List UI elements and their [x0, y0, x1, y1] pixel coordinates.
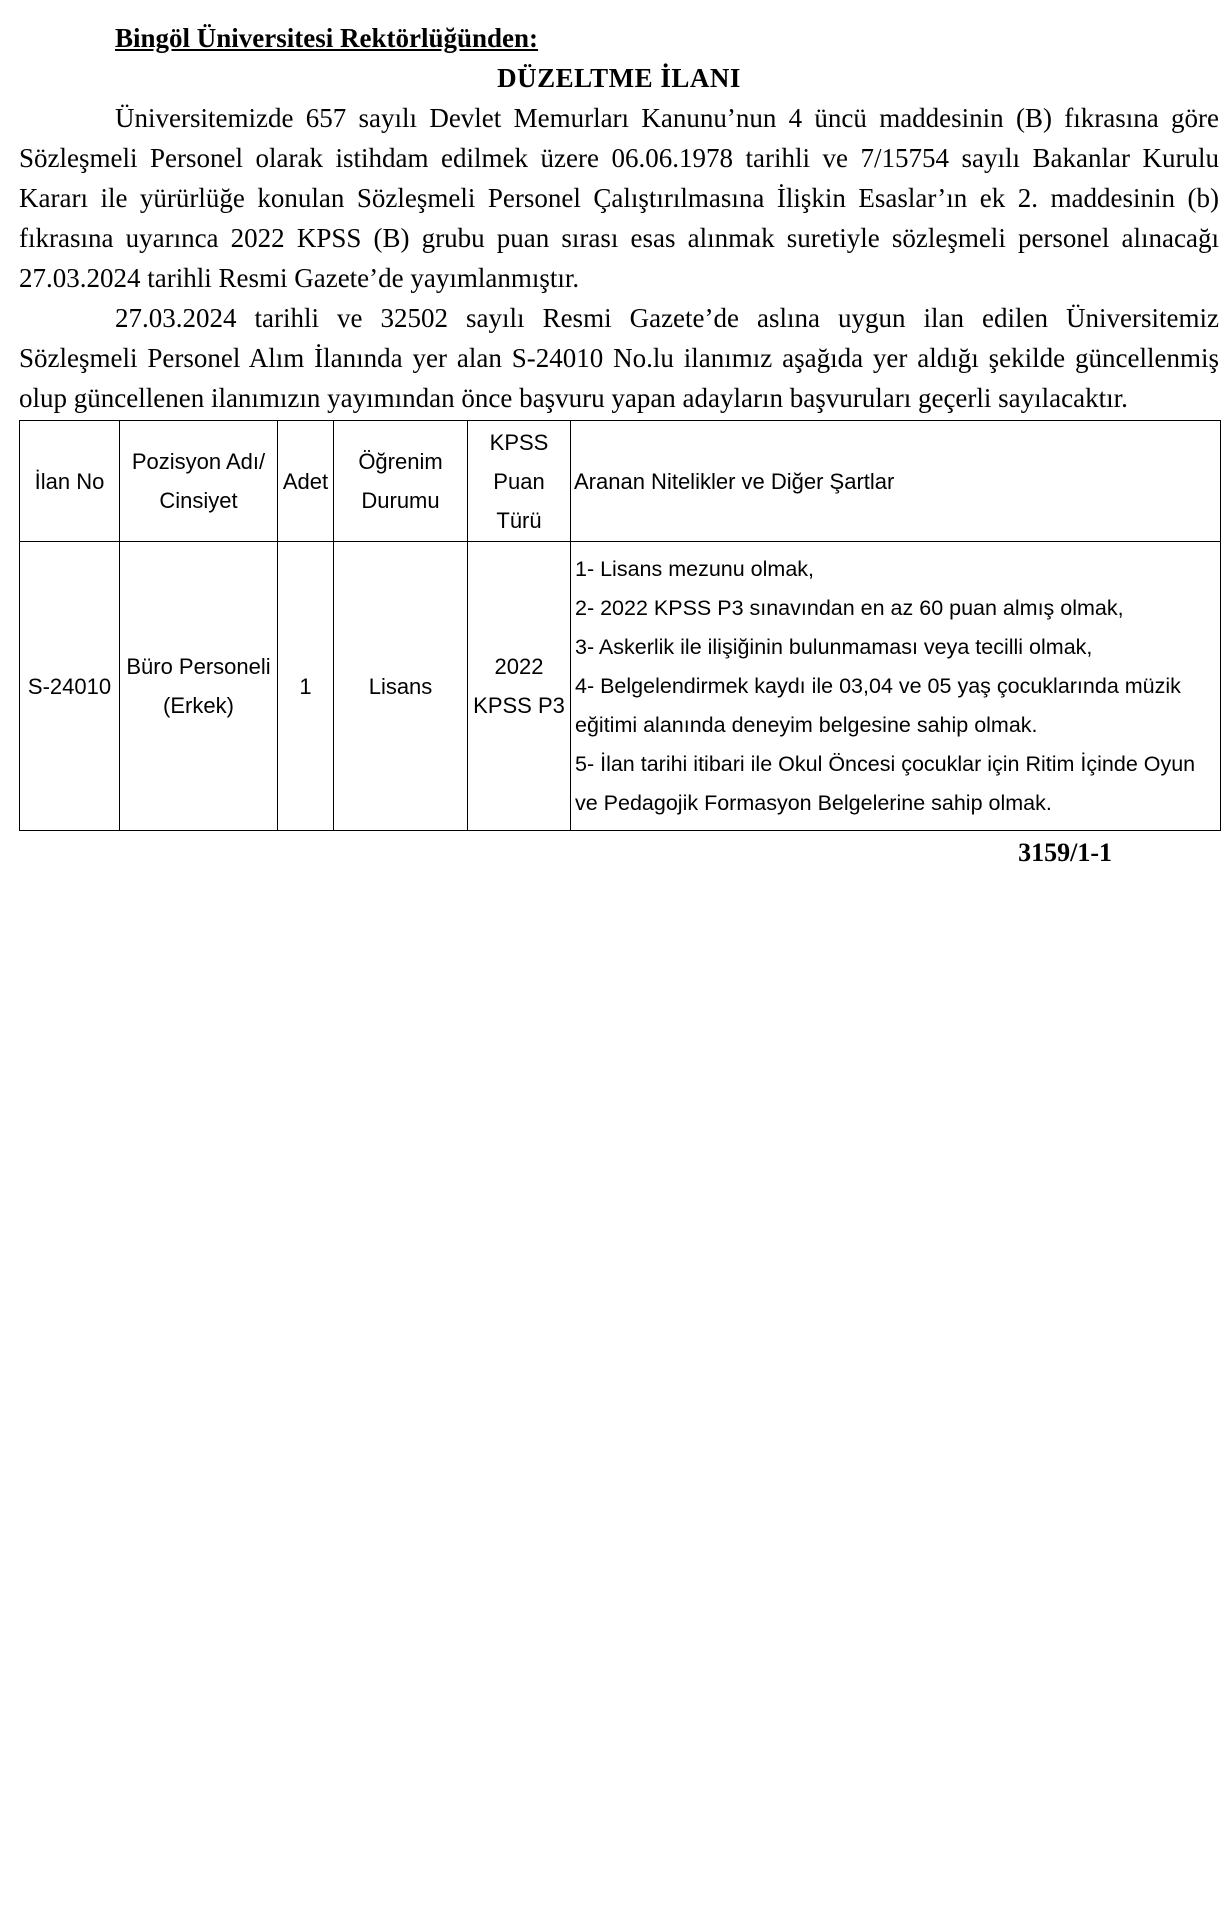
notice-document — [19, 18, 1219, 875]
cell-pozisyon-line2: (Erkek) — [163, 693, 234, 718]
notice-title: DÜZELTME İLANI — [497, 63, 741, 93]
requirement-1: 1- Lisans mezunu olmak, — [575, 556, 814, 581]
header-kpss — [468, 421, 571, 542]
cell-ilan-no: S-24010 — [20, 542, 120, 831]
requirement-4: 4- Belgelendirmek kaydı ile 03,04 ve 05 yaş çocuklarında müzik eğitimi alanında deneyim belgesine sahip olmak. — [575, 673, 1181, 737]
header-ogrenim-line1: Öğrenim — [358, 449, 443, 474]
cell-pozisyon — [120, 542, 278, 831]
requirement-2: 2- 2022 KPSS P3 sınavından en az 60 puan almış olmak, — [575, 595, 1124, 620]
requirement-3: 3- Askerlik ile ilişiğinin bulunmaması veya tecilli olmak, — [575, 634, 1093, 659]
header-ogrenim — [334, 421, 468, 542]
header-pozisyon-line1: Pozisyon Adı/ — [131, 449, 266, 474]
cell-requirements — [571, 542, 1221, 831]
header-ogrenim-line2: Durumu — [361, 488, 440, 513]
requirement-5: 5- İlan tarihi itibari ile Okul Öncesi çocuklar için Ritim İçinde Oyun ve Pedagojik Formasyon Belgelerine sahip olmak. — [575, 751, 1196, 815]
paragraph-1: Üniversitemizde 657 sayılı Devlet Memurları Kanunu’nun 4 üncü maddesinin (B) fıkrasına göre Sözleşmeli Personel olarak istihdam edilmek üzere 06.06.1978 tarihli ve 7/15754 sayılı Bakanlar Kurulu Kararı ile yürürlüğe konulan Sözleşmeli Personel Çalıştırılmasına İlişkin Esaslar’ın ek 2. maddesinin (b) fıkrasına uyarınca 2022 KPSS (B) grubu puan sırası esas alınmak suretiyle sözleşmeli personel alınacağı 27.03.2024 tarihli Resmi Gazete’de yayımlanmıştır. — [19, 103, 1219, 293]
header-kpss-line2: Puan — [493, 468, 545, 494]
cell-adet: 1 — [278, 542, 334, 831]
header-pozisyon — [120, 421, 278, 542]
cell-kpss — [468, 542, 571, 831]
header-adet: Adet — [278, 421, 334, 542]
table-header-row — [20, 421, 1221, 542]
cell-pozisyon-line1: Büro Personeli — [126, 654, 271, 679]
header-kpss-line3: Türü — [496, 507, 542, 533]
header-pozisyon-line2: Cinsiyet — [159, 488, 238, 513]
issuer-heading: Bingöl Üniversitesi Rektörlüğünden: — [115, 23, 539, 53]
header-kpss-line1: KPSS — [489, 429, 549, 455]
header-ilan-no: İlan No — [20, 421, 120, 542]
position-table — [19, 420, 1221, 831]
cell-kpss-line2: KPSS P3 — [473, 693, 565, 718]
header-nitelikler: Aranan Nitelikler ve Diğer Şartlar — [571, 421, 1221, 542]
cell-kpss-line1: 2022 — [494, 654, 544, 679]
paragraph-2: 27.03.2024 tarihli ve 32502 sayılı Resmi Gazete’de aslına uygun ilan edilen Üniversitemiz Sözleşmeli Personel Alım İlanında yer alan S-24010 No.lu ilanımız aşağıda yer aldığı şekilde güncellenmiş olup güncellenen ilanımızın yayımından önce başvuru yapan adayların başvuruları geçerli sayılacaktır. — [19, 303, 1219, 413]
cell-ogrenim: Lisans — [334, 542, 468, 831]
table-row — [20, 542, 1221, 831]
reference-number: 3159/1-1 — [1018, 838, 1112, 867]
